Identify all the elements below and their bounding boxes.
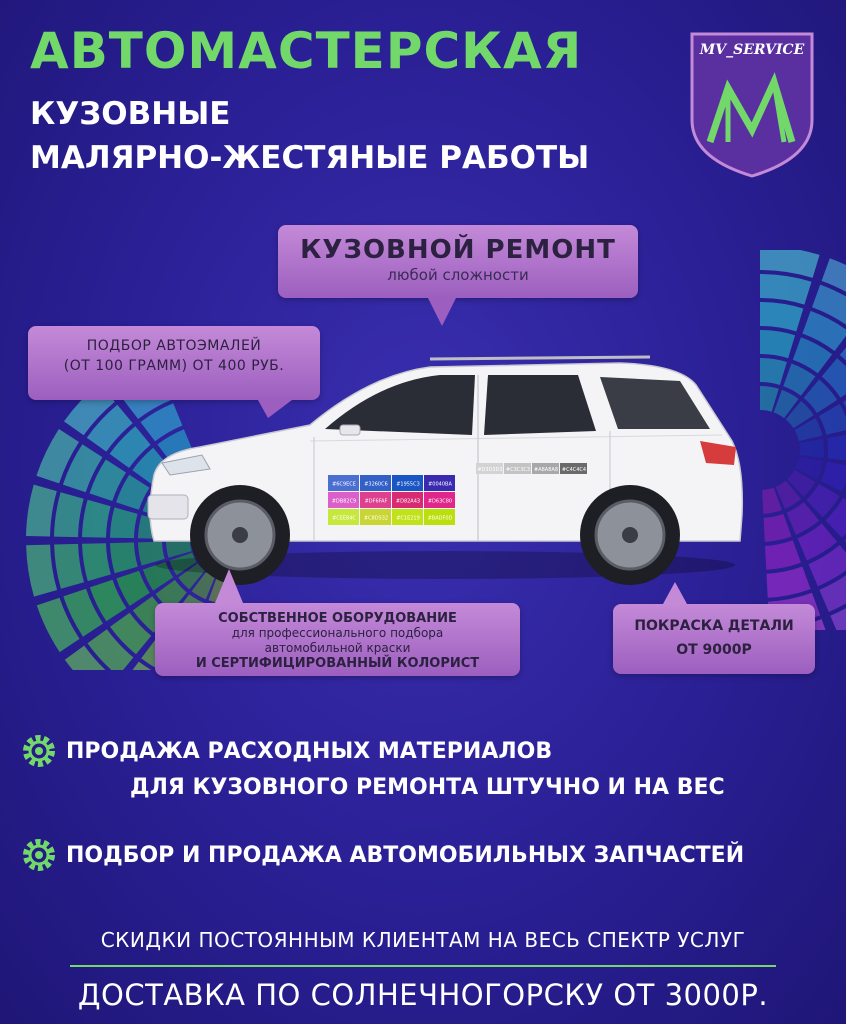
paint-swatch-label: #C8D532 (363, 515, 389, 522)
callout-enamel-line-2: (ОТ 100 ГРАММ) ОТ 400 РУБ. (63, 358, 285, 374)
paint-swatch-label: #3260C6 (364, 481, 388, 488)
callout-equipment-title: СОБСТВЕННОЕ ОБОРУДОВАНИЕ (218, 611, 457, 626)
fan-segment (760, 302, 803, 331)
callout-equipment-line-2: автомобильной краски (264, 641, 411, 655)
fan-segment (760, 358, 787, 385)
callout-equipment (155, 603, 520, 676)
callout-enamel-line-1: ПОДБОР АВТОЭМАЛЕЙ (86, 338, 262, 354)
gear-icon (22, 734, 56, 768)
logo-text: MV_SERVICE (699, 42, 805, 58)
callout-enamel (28, 326, 320, 400)
fan-segment (110, 507, 138, 538)
callout-equipment-line-1: для профессионального подбора (231, 626, 444, 640)
fan-segment (54, 492, 84, 537)
fan-segment (26, 485, 57, 537)
paint-swatch-label: #1955C3 (396, 481, 420, 488)
page-title: АВТОМАСТЕРСКАЯ (30, 22, 583, 80)
fan-segment (760, 274, 812, 305)
delivery-text: ДОСТАВКА ПО СОЛНЕЧНОГОРСКУ ОТ 3000Р. (77, 978, 769, 1012)
subtitle-line-2: МАЛЯРНО-ЖЕСТЯНЫЕ РАБОТЫ (30, 140, 590, 176)
fan-segment (799, 439, 824, 458)
bullet-consumables-line-2: ДЛЯ КУЗОВНОГО РЕМОНТА ШТУЧНО И НА ВЕС (130, 775, 725, 800)
footer-divider (70, 965, 776, 967)
paint-swatch-label: #6C9ECE (332, 481, 356, 488)
paint-swatch-label: #BADF0D (427, 515, 453, 522)
paint-swatch-label: #D3D3D3 (477, 467, 503, 473)
fan-segment (760, 330, 795, 358)
gear-icon (22, 838, 56, 872)
fan-segment (765, 540, 801, 570)
fan-segment (82, 543, 111, 581)
callout-body-repair-title: КУЗОВНОЙ РЕМОНТ (300, 235, 616, 265)
paint-swatch-label: #C1E219 (396, 515, 420, 522)
paint-swatch-label: #0040BA (428, 481, 452, 488)
fan-segment (82, 500, 111, 538)
fan-segment (764, 514, 792, 542)
callout-painting (613, 604, 815, 674)
paint-swatch-label: #DF6FAF (364, 498, 388, 505)
paint-swatch-label: #C4C4C4 (561, 467, 587, 473)
paint-swatch-label: #D63C80 (427, 498, 453, 505)
paint-swatch-label: #A8A8A8 (534, 467, 558, 473)
fan-segment (54, 544, 84, 589)
bullet-parts (22, 838, 744, 874)
subtitle-line-1: КУЗОВНЫЕ (30, 96, 231, 132)
fan-segment (760, 250, 820, 278)
paint-swatch-label: #CEE84C (332, 515, 356, 522)
paint-swatch-label: #C3C3C3 (505, 467, 531, 473)
fan-segment (827, 434, 846, 461)
callout-painting-line-1: ПОКРАСКА ДЕТАЛИ (634, 618, 794, 634)
fan-segment (767, 567, 811, 598)
paint-swatch-label: #D82A43 (395, 498, 421, 505)
callout-painting-line-2: ОТ 9000Р (676, 642, 752, 658)
bullet-consumables-line-1: ПРОДАЖА РАСХОДНЫХ МАТЕРИАЛОВ (66, 739, 553, 764)
mv-service-logo (688, 30, 816, 180)
fan-segment (110, 543, 138, 574)
paint-swatch-label: #DB82C9 (331, 498, 357, 505)
callout-body-repair-subtitle: любой сложности (387, 266, 529, 284)
fan-segment (26, 545, 57, 597)
callout-body-repair (278, 225, 638, 298)
bullet-parts-line-1: ПОДБОР И ПРОДАЖА АВТОМОБИЛЬНЫХ ЗАПЧАСТЕЙ (66, 843, 745, 868)
callout-equipment-line-3: И СЕРТИФИЦИРОВАННЫЙ КОЛОРИСТ (195, 656, 480, 671)
discount-text: СКИДКИ ПОСТОЯННЫМ КЛИЕНТАМ НА ВЕСЬ СПЕКТР УСЛУГ (100, 928, 746, 952)
bullet-consumables (22, 734, 725, 806)
